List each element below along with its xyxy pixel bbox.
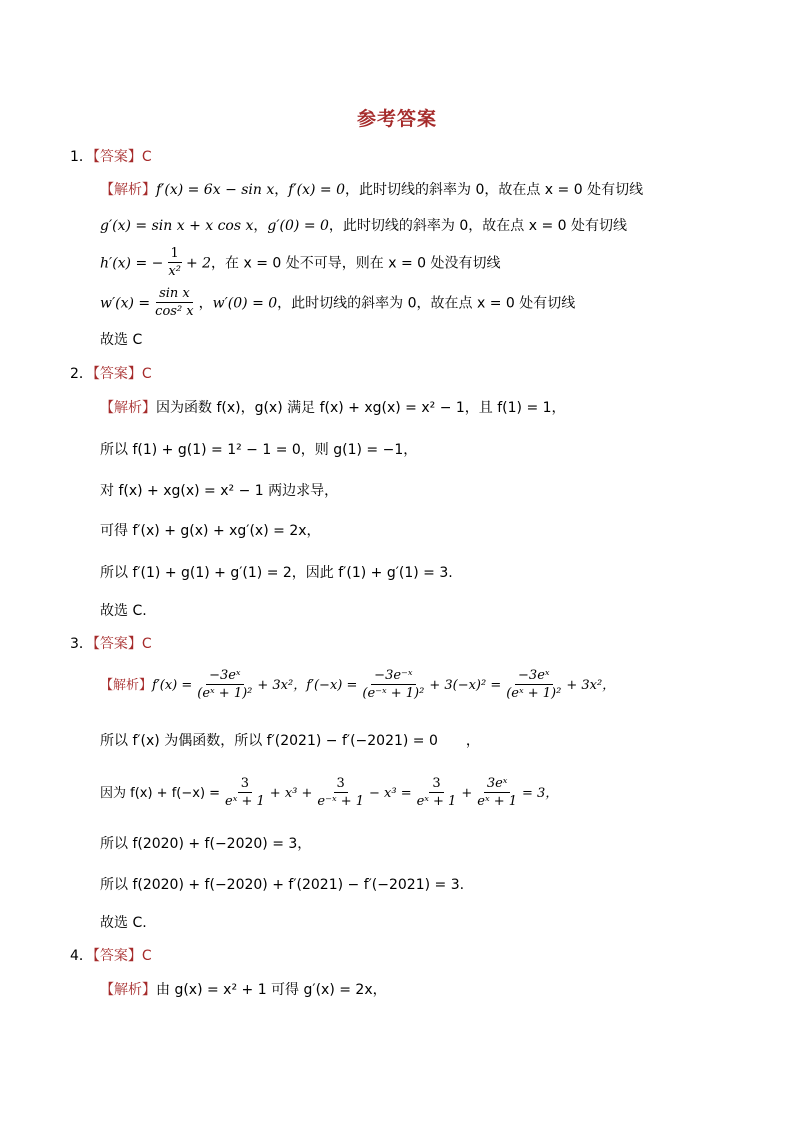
analysis-label: 【解析】	[100, 982, 156, 998]
answer-label: 【答案】	[92, 149, 142, 165]
formula: g′(x) = sin x + x cos x	[100, 218, 254, 234]
analysis-label: 【解析】	[100, 400, 156, 416]
q2-conclusion: 故选 C.	[100, 603, 147, 619]
q2-line-1	[100, 398, 566, 418]
fraction: $\frac{\text{−3eˣ}}{\text{(eˣ + 1)²}}$	[506, 668, 562, 701]
analysis-label: 【解析】	[100, 678, 153, 693]
answer-value: C	[141, 149, 152, 165]
fraction: $\frac{\text{3eˣ}}{\text{eˣ + 1}}$	[477, 776, 517, 809]
formula: f′(x) = 6x − sin x	[156, 182, 275, 198]
text: 因为函数 f(x)，g(x) 满足 f(x) + xg(x) = x² − 1，且 f(1) = 1，	[156, 400, 566, 416]
q3-line-3: 因为 f(x) + f(−x) = $\frac{3}{\text{eˣ + 1}}$ + x³ + $\frac{3}{\text{e⁻ˣ + 1}}$ − x³ = $\frac{3}{\text{eˣ + 1}}$ + $\frac{\text{3eˣ}}{\text{eˣ + 1}}$ = 3，	[100, 776, 559, 809]
answer-label: 【答案】	[92, 366, 142, 382]
answer-value: C	[141, 948, 152, 964]
formula: + 2	[185, 255, 212, 272]
formula: w′(0) = 0	[212, 295, 278, 312]
fraction: $\frac{\text{sin x}}{\text{cos² x}}$	[155, 286, 194, 319]
text: ，此时切线的斜率为 0，故在点 x = 0 处有切线	[345, 182, 644, 198]
q2-line-2: 所以 f(1) + g(1) = 1² − 1 = 0，则 g(1) = −1，	[100, 442, 418, 458]
formula: h′(x) = −	[100, 255, 164, 272]
question-4-header	[70, 945, 152, 965]
question-number: 4．	[70, 948, 93, 964]
formula: w′(x) =	[100, 295, 151, 312]
q3-line-1: 【解析】f′(x) = $\frac{\text{−3eˣ}}{\text{(eˣ + 1)²}}$ + 3x²，f′(−x) = $\frac{\text{−3e⁻ˣ}}{\text{(e⁻ˣ + 1)²}}$ + 3(−x)² = $\frac{\text{−3eˣ}}{\text{(eˣ + 1)²}}$ + 3x²，	[100, 668, 616, 701]
analysis-label: 【解析】	[100, 182, 156, 198]
question-3-header	[70, 633, 152, 653]
question-number: 1．	[70, 149, 93, 165]
q1-line-4: w′(x) = $\frac{\text{sin x}}{\text{cos² x}}$ ，w′(0) = 0，此时切线的斜率为 0，故在点 x = 0 处有切线	[100, 286, 576, 319]
answer-value: C	[141, 636, 152, 652]
q3-line-2: 所以 f′(x) 为偶函数，所以 f′(2021) − f′(−2021) = 0 ，	[100, 733, 480, 749]
q2-line-4: 可得 f′(x) + g(x) + xg′(x) = 2x，	[100, 523, 321, 539]
q3-conclusion: 故选 C.	[100, 915, 147, 931]
question-2-header	[70, 363, 152, 383]
text: ，在 x = 0 处不可导，则在 x = 0 处没有切线	[211, 255, 501, 272]
q2-line-3: 对 f(x) + xg(x) = x² − 1 两边求导，	[100, 483, 339, 499]
q1-line-3	[100, 246, 500, 281]
fraction: $\frac{\text{−3eˣ}}{\text{(eˣ + 1)²}}$	[197, 668, 253, 701]
q3-line-4: 所以 f(2020) + f(−2020) = 3，	[100, 836, 312, 852]
formula: f′(x) = 0	[288, 182, 345, 198]
formula: g′(0) = 0	[267, 218, 329, 234]
question-1-header	[70, 146, 152, 166]
page-title: 参考答案	[356, 108, 437, 130]
fraction: $\frac{\text{−3e⁻ˣ}}{\text{(e⁻ˣ + 1)²}}$	[362, 668, 425, 701]
q2-line-5: 所以 f′(1) + g(1) + g′(1) = 2，因此 f′(1) + g′(1) = 3.	[100, 565, 453, 581]
answer-value: C	[141, 366, 152, 382]
fraction: $\frac{3}{\text{e⁻ˣ + 1}}$	[317, 776, 364, 809]
question-number: 3．	[70, 636, 93, 652]
text: ，此时切线的斜率为 0，故在点 x = 0 处有切线	[328, 218, 628, 234]
q1-line-2: g′(x) = sin x + x cos x，g′(0) = 0，此时切线的斜率为 0，故在点 x = 0 处有切线	[100, 218, 628, 234]
answer-label: 【答案】	[92, 636, 142, 652]
text: ，此时切线的斜率为 0，故在点 x = 0 处有切线	[277, 295, 576, 312]
fraction: $\frac{3}{\text{eˣ + 1}}$	[416, 776, 457, 809]
q1-conclusion: 故选 C	[100, 332, 143, 348]
answer-label: 【答案】	[92, 948, 142, 964]
fraction: $\frac{1}{\text{x²}}$	[168, 246, 181, 279]
q4-line-1	[100, 980, 387, 1000]
text: 由 g(x) = x² + 1 可得 g′(x) = 2x，	[156, 982, 387, 998]
q3-line-5: 所以 f(2020) + f(−2020) + f′(2021) − f′(−2021) = 3.	[100, 877, 465, 893]
fraction: $\frac{3}{\text{eˣ + 1}}$	[225, 776, 265, 809]
question-number: 2．	[70, 366, 93, 382]
q1-line-1: 【解析】f′(x) = 6x − sin x，f′(x) = 0，此时切线的斜率为 0，故在点 x = 0 处有切线	[100, 182, 644, 198]
